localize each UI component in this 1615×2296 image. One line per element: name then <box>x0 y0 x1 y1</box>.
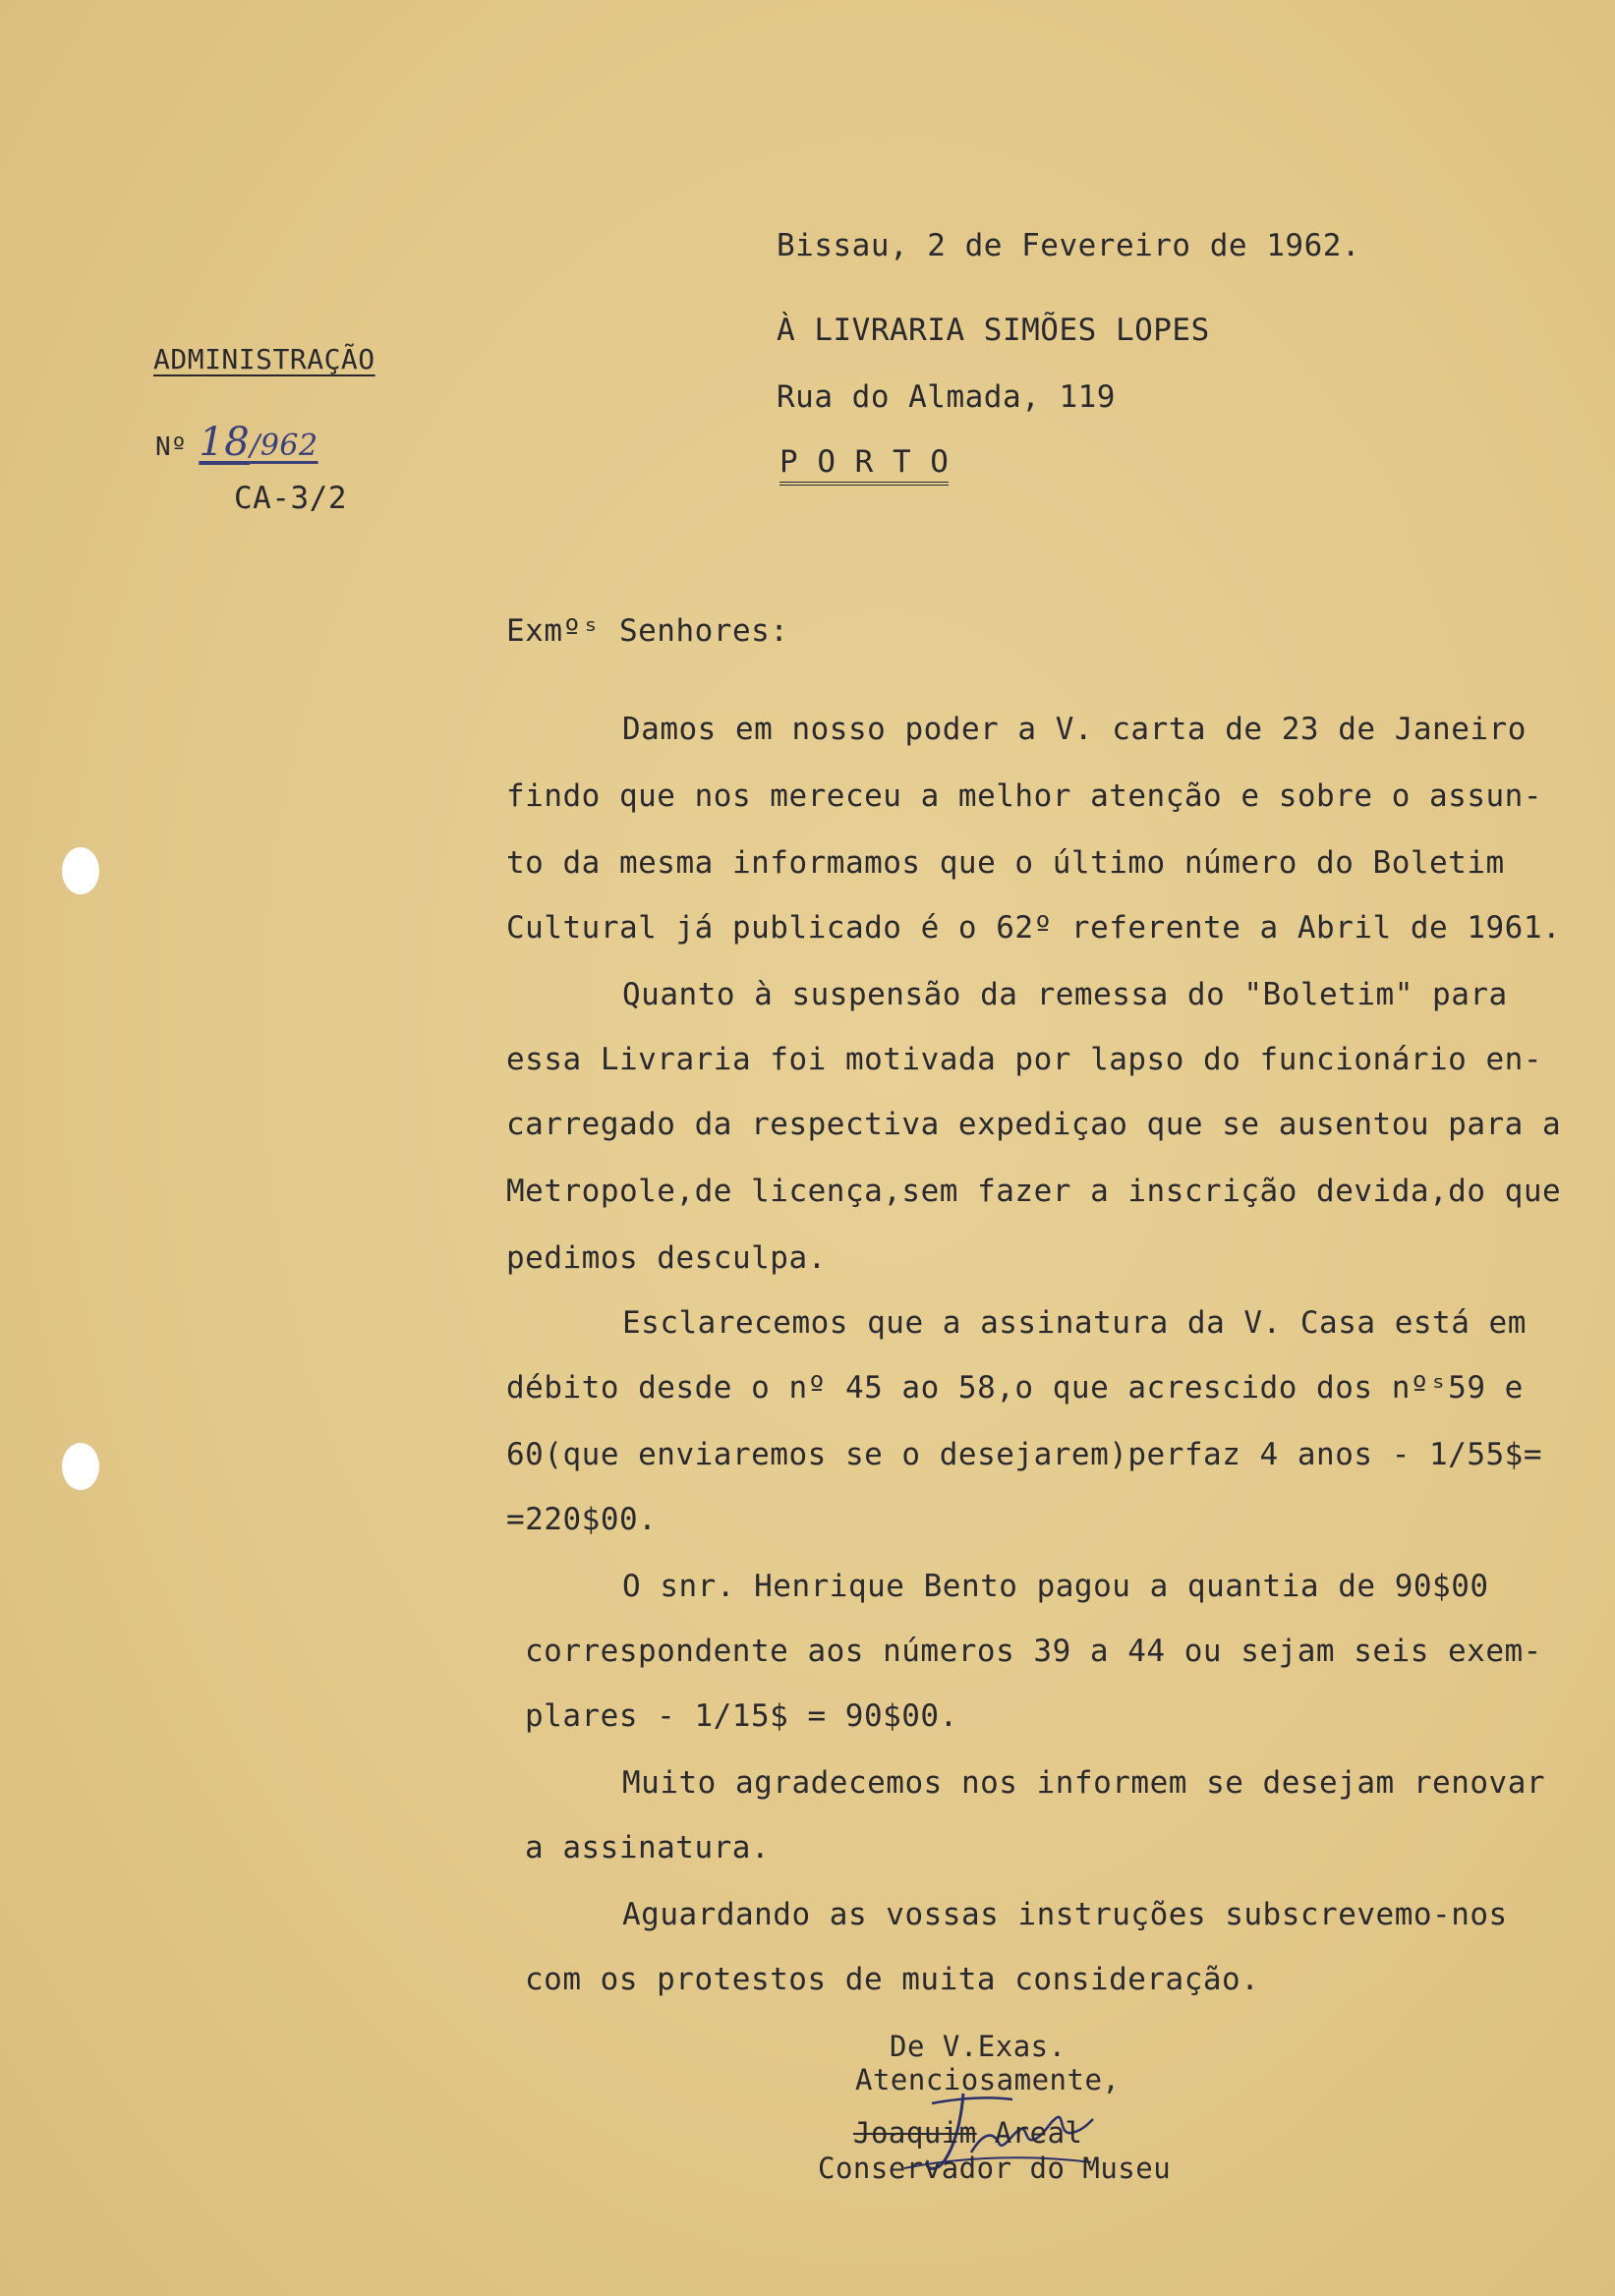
body-line: Muito agradecemos nos informem se desejam renovar <box>622 1765 1546 1801</box>
file-code: CA-3/2 <box>234 481 347 516</box>
signer-title: Conservador do Museu <box>818 2152 1172 2185</box>
number-prefix: Nº <box>155 432 188 462</box>
body-line: to da mesma informamos que o último número do Boletim <box>506 845 1505 881</box>
body-line: findo que nos mereceu a melhor atenção e sobre o assun- <box>506 778 1542 814</box>
body-line: essa Livraria foi motivada por lapso do funcionário en- <box>506 1042 1542 1077</box>
signer-first-name: Joaquim <box>853 2116 977 2150</box>
recipient-street: Rua do Almada, 119 <box>777 379 1116 415</box>
punch-hole-top <box>62 847 99 894</box>
body-line: com os protestos de muita consideração. <box>525 1962 1260 1997</box>
body-line: pedimos desculpa. <box>506 1240 827 1276</box>
body-line: Quanto à suspensão da remessa do "Boletim" para <box>622 977 1508 1012</box>
punch-hole-bottom <box>62 1443 99 1490</box>
signer-last-name: Areal <box>994 2116 1083 2150</box>
department-label: ADMINISTRAÇÃO <box>153 343 375 375</box>
body-line: Cultural já publicado é o 62º referente a Abril de 1961. <box>506 910 1562 946</box>
recipient-city: P O R T O <box>779 444 949 486</box>
body-line: plares - 1/15$ = 90$00. <box>525 1698 958 1734</box>
closing-line-1: De V.Exas. <box>890 2030 1067 2063</box>
signer-name <box>853 2115 1083 2151</box>
reference-number <box>155 420 318 465</box>
body-line: correspondente aos números 39 a 44 ou sejam seis exem- <box>525 1634 1542 1669</box>
salutation: Exmºˢ Senhores: <box>506 613 789 649</box>
body-line: carregado da respectiva expediçao que se ausentou para a <box>506 1107 1562 1142</box>
body-line: Damos em nosso poder a V. carta de 23 de Janeiro <box>622 712 1527 747</box>
body-line: 60(que enviaremos se o desejarem)perfaz 4 anos - 1/55$= <box>506 1437 1542 1472</box>
body-line: =220$00. <box>506 1502 658 1537</box>
number-handwritten: 18 <box>199 420 251 465</box>
recipient-name: À LIVRARIA SIMÕES LOPES <box>777 313 1210 348</box>
place-date: Bissau, 2 de Fevereiro de 1962. <box>777 228 1361 263</box>
body-line: débito desde o nº 45 ao 58,o que acrescido dos nºˢ59 e <box>506 1370 1524 1406</box>
body-line: a assinatura. <box>525 1830 771 1866</box>
closing-line-2: Atenciosamente, <box>855 2063 1121 2096</box>
number-year: /962 <box>250 429 318 463</box>
body-line: O snr. Henrique Bento pagou a quantia de 90$00 <box>622 1569 1489 1604</box>
body-line: Metropole,de licença,sem fazer a inscrição devida,do que <box>506 1174 1562 1209</box>
body-line: Esclarecemos que a assinatura da V. Casa está em <box>622 1305 1527 1341</box>
body-line: Aguardando as vossas instruções subscrevemo-nos <box>622 1897 1508 1932</box>
